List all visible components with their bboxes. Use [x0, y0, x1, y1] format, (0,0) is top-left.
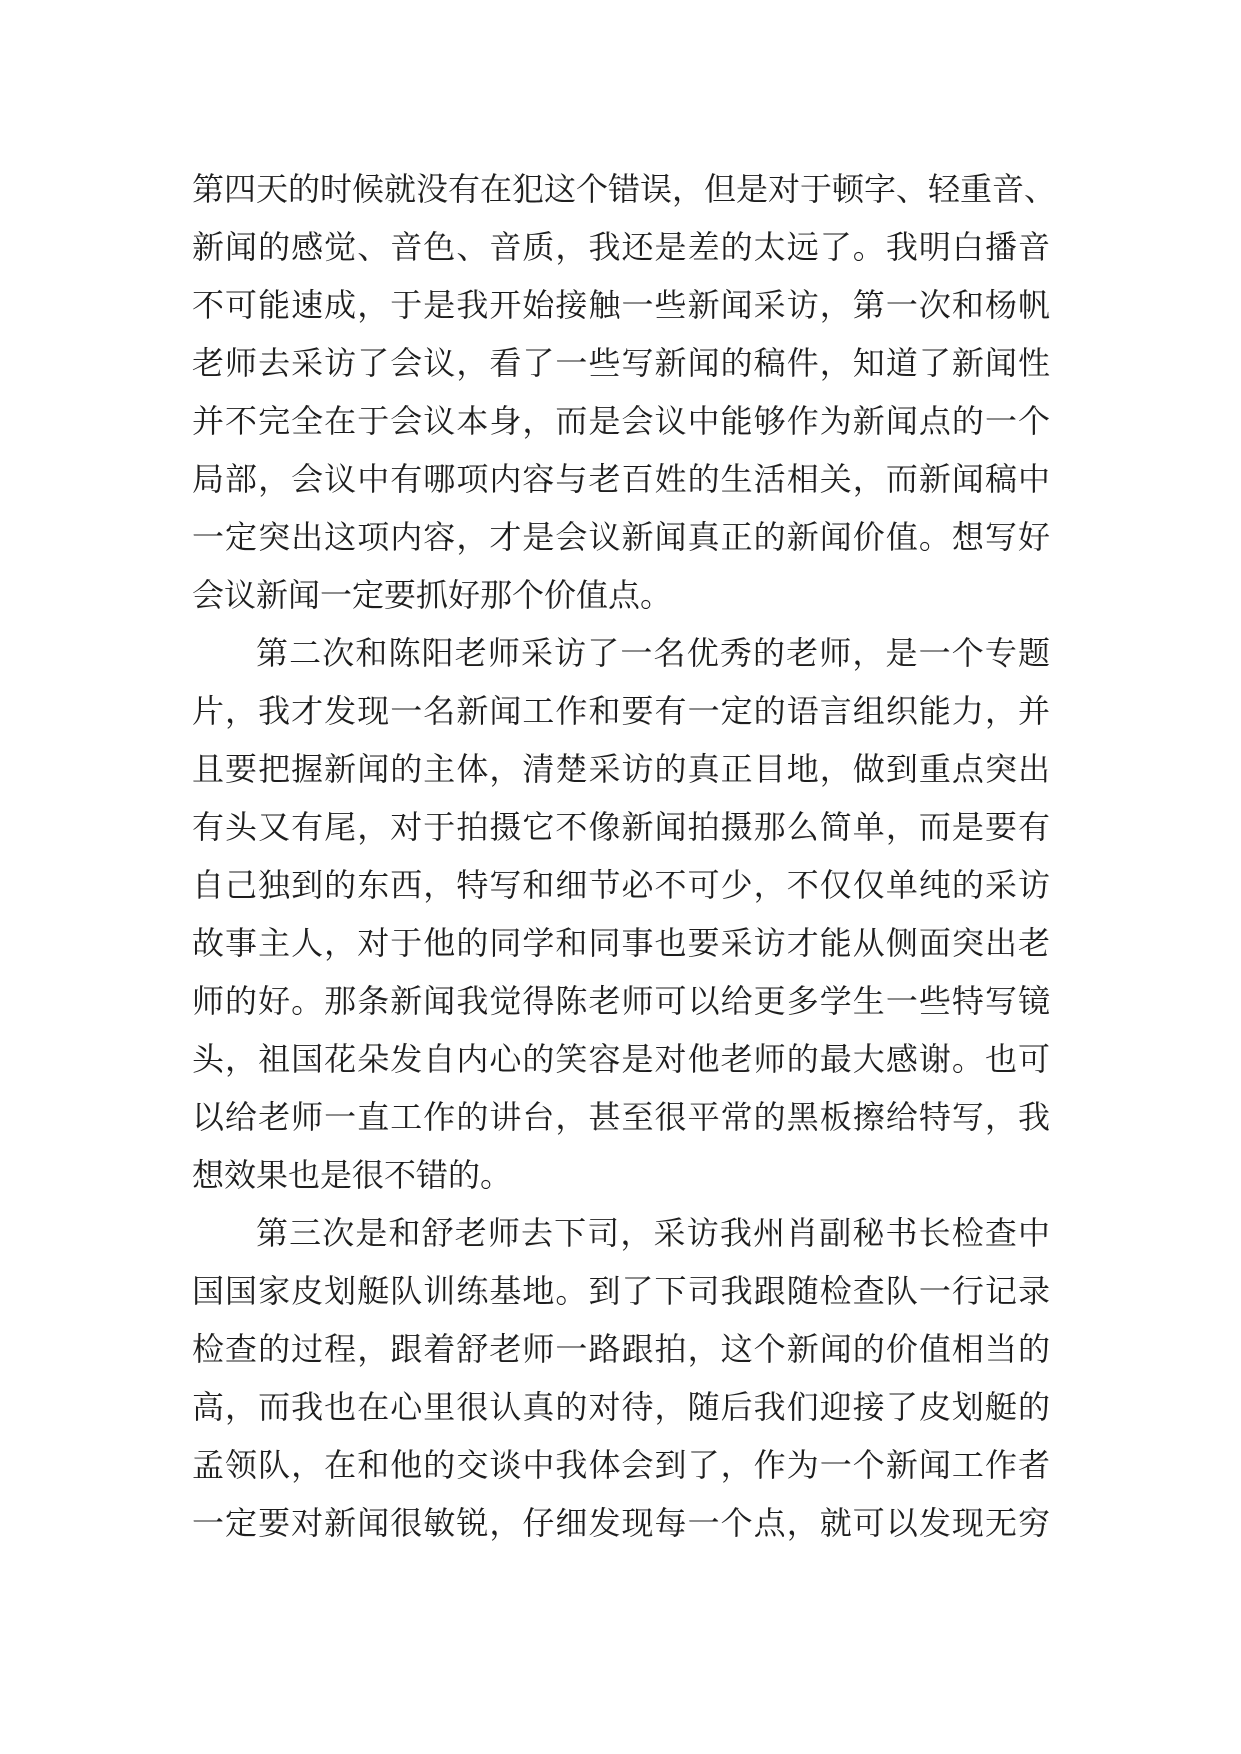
text-line: 第三次是和舒老师去下司，采访我州肖副秘书长检查中 [256, 1214, 1050, 1252]
text-line: 高，而我也在心里很认真的对待，随后我们迎接了皮划艇的 [192, 1388, 1050, 1426]
text-line: 新闻的感觉、音色、音质，我还是差的太远了。我明白播音 [192, 228, 1050, 266]
text-line: 检查的过程，跟着舒老师一路跟拍，这个新闻的价值相当的 [192, 1330, 1050, 1368]
text-line: 有头又有尾，对于拍摄它不像新闻拍摄那么简单，而是要有 [192, 808, 1050, 846]
text-line: 自己独到的东西，特写和细节必不可少，不仅仅单纯的采访 [192, 866, 1050, 904]
text-line: 并不完全在于会议本身，而是会议中能够作为新闻点的一个 [192, 402, 1050, 440]
text-line: 师的好。那条新闻我觉得陈老师可以给更多学生一些特写镜 [192, 982, 1050, 1020]
text-line: 老师去采访了会议，看了一些写新闻的稿件，知道了新闻性 [192, 344, 1050, 382]
text-line: 以给老师一直工作的讲台，甚至很平常的黑板擦给特写，我 [192, 1098, 1050, 1136]
text-line: 第四天的时候就没有在犯这个错误，但是对于顿字、轻重音、 [192, 170, 1057, 208]
text-line: 想效果也是很不错的。 [192, 1156, 513, 1194]
text-line: 不可能速成，于是我开始接触一些新闻采访，第一次和杨帆 [192, 286, 1050, 324]
text-line: 孟领队，在和他的交谈中我体会到了，作为一个新闻工作者 [192, 1446, 1050, 1484]
body-text [192, 160, 1057, 1552]
text-line: 且要把握新闻的主体，清楚采访的真正目地，做到重点突出 [192, 750, 1050, 788]
text-line: 第二次和陈阳老师采访了一名优秀的老师，是一个专题 [256, 634, 1050, 672]
text-line: 国国家皮划艇队训练基地。到了下司我跟随检查队一行记录 [192, 1272, 1050, 1310]
text-line: 一定突出这项内容，才是会议新闻真正的新闻价值。想写好 [192, 518, 1050, 556]
text-line: 局部，会议中有哪项内容与老百姓的生活相关，而新闻稿中 [192, 460, 1050, 498]
text-line: 片，我才发现一名新闻工作和要有一定的语言组织能力，并 [192, 692, 1050, 730]
text-line: 头，祖国花朵发自内心的笑容是对他老师的最大感谢。也可 [192, 1040, 1050, 1078]
text-line: 会议新闻一定要抓好那个价值点。 [192, 576, 673, 614]
text-line: 一定要对新闻很敏锐，仔细发现每一个点，就可以发现无穷 [192, 1504, 1050, 1542]
text-line: 故事主人，对于他的同学和同事也要采访才能从侧面突出老 [192, 924, 1050, 962]
